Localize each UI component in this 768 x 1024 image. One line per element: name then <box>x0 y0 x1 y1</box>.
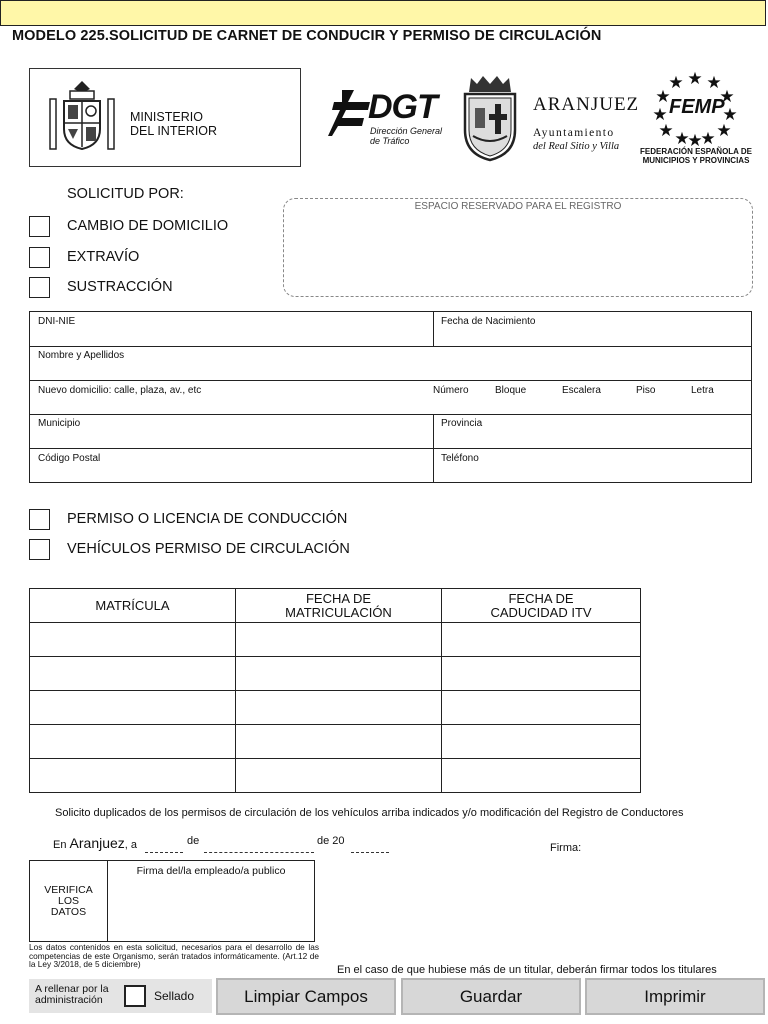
fecha-caducidad-itv-input[interactable] <box>442 691 640 724</box>
label-provincia: Provincia <box>441 418 483 429</box>
row-cp <box>29 448 752 483</box>
registro-area <box>283 198 753 297</box>
label-dni: DNI-NIE <box>38 316 76 327</box>
dgt-sub1: Dirección General <box>370 126 443 136</box>
table-cell <box>442 725 641 759</box>
option-vehiculos-circulacion: VEHÍCULOS PERMISO DE CIRCULACIÓN <box>67 541 350 557</box>
dgt-emblem-icon <box>328 90 370 136</box>
table-row <box>30 691 641 725</box>
table-cell <box>236 657 442 691</box>
table-header-row <box>30 589 641 623</box>
sellado-label: Sellado <box>154 989 195 1003</box>
option-sustraccion: SUSTRACCIÓN <box>67 279 173 295</box>
svg-text:★: ★ <box>655 87 671 107</box>
table-row <box>30 725 641 759</box>
fecha-matriculacion-input[interactable] <box>236 691 441 724</box>
fecha-matriculacion-input[interactable] <box>236 725 441 758</box>
provincia-input[interactable] <box>441 430 745 448</box>
table-row <box>30 657 641 691</box>
checkbox-sellado[interactable] <box>124 985 146 1007</box>
fecha-matriculacion-input[interactable] <box>236 623 441 656</box>
table-cell <box>236 691 442 725</box>
svg-text:★: ★ <box>668 73 684 93</box>
svg-text:★: ★ <box>658 121 674 141</box>
ciudad-text: Aranjuez <box>69 835 125 851</box>
header-fecha-caducidad-itv: FECHA DE CADUCIDAD ITV <box>442 589 641 623</box>
table-cell <box>442 691 641 725</box>
svg-text:★: ★ <box>652 105 668 125</box>
admin-area <box>29 979 212 1013</box>
dia-input[interactable] <box>145 836 183 853</box>
codigo-postal-input[interactable] <box>38 465 432 483</box>
table-cell <box>30 623 236 657</box>
checkbox-permiso-conduccion[interactable] <box>29 509 50 530</box>
fecha-caducidad-itv-input[interactable] <box>442 725 640 758</box>
verifica-box <box>29 860 315 942</box>
checkbox-extravio[interactable] <box>29 247 50 268</box>
table-cell <box>442 623 641 657</box>
row-nombre <box>29 346 752 381</box>
anio-input[interactable] <box>351 836 389 853</box>
row-domicilio <box>29 380 752 415</box>
dni-input[interactable] <box>38 328 432 346</box>
fecha-caducidad-itv-input[interactable] <box>442 759 640 792</box>
firma-empleado-label: Firma del/la empleado/a publico <box>136 865 286 877</box>
matricula-input[interactable] <box>30 725 235 758</box>
page-title: MODELO 225.SOLICITUD DE CARNET DE CONDUCIR Y PERMISO DE CIRCULACIÓN <box>12 28 602 44</box>
verifica-line1: VERIFICA <box>44 884 93 896</box>
checkbox-vehiculos-circulacion[interactable] <box>29 539 50 560</box>
row-municipio <box>29 414 752 449</box>
municipio-input[interactable] <box>38 430 432 448</box>
table-cell <box>236 623 442 657</box>
matricula-input[interactable] <box>30 623 235 656</box>
checkbox-sustraccion[interactable] <box>29 277 50 298</box>
solicitud-heading: SOLICITUD POR: <box>67 186 184 202</box>
label-municipio: Municipio <box>38 418 81 429</box>
option-cambio-domicilio: CAMBIO DE DOMICILIO <box>67 218 229 234</box>
svg-text:★: ★ <box>716 121 732 141</box>
row-dni <box>29 311 752 347</box>
registro-label: ESPACIO RESERVADO PARA EL REGISTRO <box>414 201 622 212</box>
table-cell <box>442 759 641 793</box>
option-permiso-conduccion: PERMISO O LICENCIA DE CONDUCCIÓN <box>67 511 348 527</box>
table-cell <box>30 725 236 759</box>
option-extravio: EXTRAVÍO <box>67 249 140 265</box>
svg-text:★: ★ <box>719 87 735 107</box>
en-text: En <box>53 839 67 851</box>
label-domicilio: Nuevo domicilio: calle, plaza, av., etc <box>38 385 202 396</box>
vehiculos-table <box>29 588 641 793</box>
domicilio-input[interactable] <box>38 397 742 415</box>
dgt-sub2: de Tráfico <box>370 136 410 146</box>
coat-of-arms-icon <box>42 77 122 157</box>
label-bloque: Bloque <box>495 385 527 396</box>
admin-line2: administración <box>35 994 103 1006</box>
fecha-caducidad-itv-input[interactable] <box>442 657 640 690</box>
limpiar-campos-button[interactable]: Limpiar Campos <box>216 978 396 1015</box>
fecha-matriculacion-input[interactable] <box>236 657 441 690</box>
solicito-text: Solicito duplicados de los permisos de circulación de los vehículos arriba indicados y/o modificación del Registro de Conductores <box>55 807 684 819</box>
checkbox-cambio-domicilio[interactable] <box>29 216 50 237</box>
fecha-caducidad-itv-input[interactable] <box>442 623 640 656</box>
label-piso: Piso <box>636 385 656 396</box>
table-row <box>30 623 641 657</box>
table-row <box>30 759 641 793</box>
femp-sub2: MUNICIPIOS Y PROVINCIAS <box>642 156 750 165</box>
table-cell <box>30 759 236 793</box>
svg-text:★: ★ <box>706 73 722 93</box>
table-cell <box>236 759 442 793</box>
top-banner <box>0 0 766 26</box>
verifica-line2: LOS <box>57 895 79 907</box>
aranjuez-sub1: Ayuntamiento <box>533 127 615 139</box>
matricula-input[interactable] <box>30 691 235 724</box>
svg-text:★: ★ <box>687 69 703 89</box>
femp-sub1: FEDERACIÓN ESPAÑOLA DE <box>639 147 752 156</box>
de-text: de <box>187 835 200 847</box>
legal-text: Los datos contenidos en esta solicitud, necesarios para el desarrollo de las competencias de este Organismo, serán tratados informáticamente. (Art.12 de la Ley 3/2018, de 5 diciembre) <box>29 942 319 970</box>
ministerio-line1: MINISTERIO <box>130 110 203 124</box>
guardar-button[interactable]: Guardar <box>401 978 581 1015</box>
label-fecha-nacimiento: Fecha de Nacimiento <box>441 316 536 327</box>
label-escalera: Escalera <box>562 385 601 396</box>
dgt-text: DGT <box>368 88 437 126</box>
a-text: , a <box>124 839 138 851</box>
ministerio-line2: DEL INTERIOR <box>130 124 218 138</box>
fecha-line <box>53 835 137 851</box>
svg-text:★: ★ <box>674 129 690 148</box>
titulares-text: En el caso de que hubiese más de un titular, deberán firmar todos los titulares <box>337 964 717 976</box>
de20-text: de 20 <box>317 835 345 847</box>
table-cell <box>30 657 236 691</box>
header-matricula: MATRÍCULA <box>30 589 236 623</box>
fecha-matriculacion-input[interactable] <box>236 759 441 792</box>
imprimir-button[interactable]: Imprimir <box>585 978 765 1015</box>
label-telefono: Teléfono <box>441 453 479 464</box>
header-fecha-matriculacion: FECHA DE MATRICULACIÓN <box>236 589 442 623</box>
svg-text:★: ★ <box>687 131 703 148</box>
svg-text:★: ★ <box>700 129 716 148</box>
firma-label: Firma: <box>550 842 582 854</box>
table-cell <box>236 725 442 759</box>
svg-text:★: ★ <box>722 105 738 125</box>
label-codigo-postal: Código Postal <box>38 453 101 464</box>
aranjuez-sub2: del Real Sitio y Villa <box>533 141 620 152</box>
nombre-input[interactable] <box>38 362 742 380</box>
matricula-input[interactable] <box>30 657 235 690</box>
aranjuez-shield-icon <box>459 74 521 164</box>
label-letra: Letra <box>691 385 714 396</box>
fecha-nacimiento-input[interactable] <box>441 328 745 346</box>
table-cell <box>442 657 641 691</box>
admin-line1: A rellenar por la <box>35 983 109 995</box>
ministerio-logo-box <box>29 68 301 167</box>
label-numero: Número <box>433 385 469 396</box>
verifica-line3: DATOS <box>50 906 87 918</box>
mes-input[interactable] <box>204 836 314 853</box>
aranjuez-text: ARANJUEZ <box>533 94 640 115</box>
femp-text: FEMP <box>669 96 725 118</box>
table-cell <box>30 691 236 725</box>
dgt-logo <box>328 88 448 148</box>
label-nombre: Nombre y Apellidos <box>38 350 125 361</box>
telefono-input[interactable] <box>441 465 745 483</box>
matricula-input[interactable] <box>30 759 235 792</box>
